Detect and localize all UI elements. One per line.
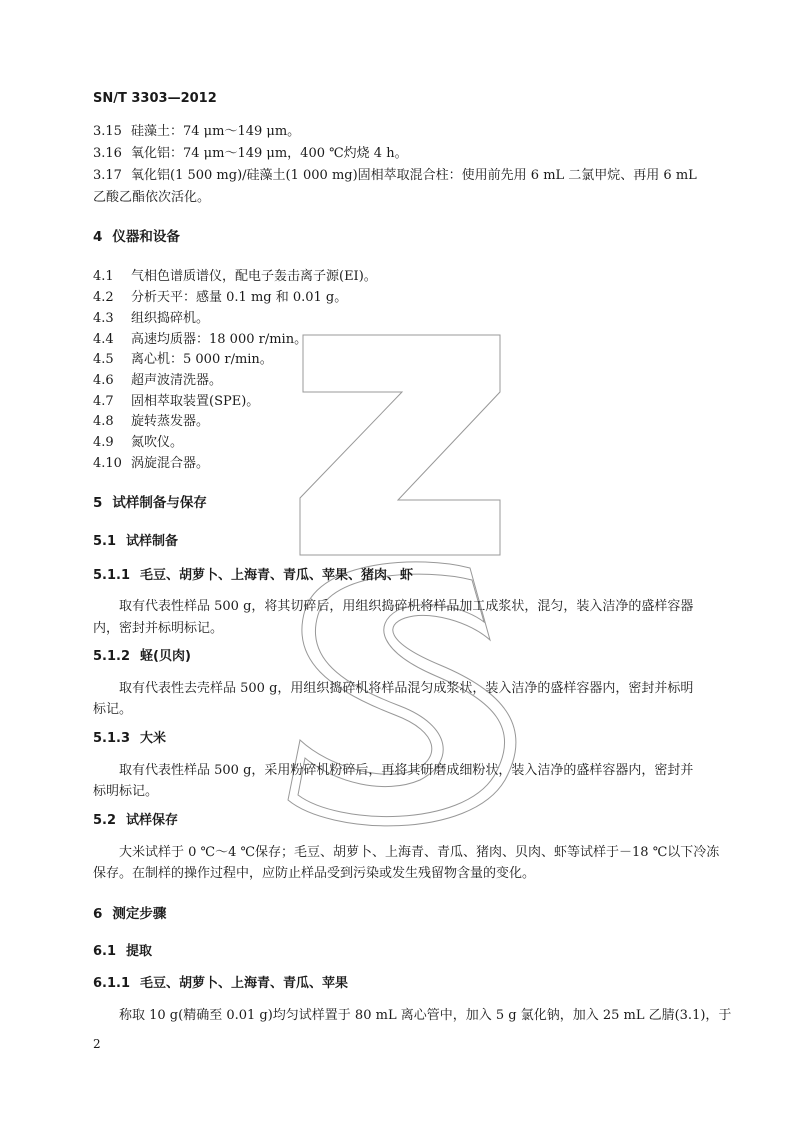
subsection-number: 5.1.2 <box>93 649 131 664</box>
subsection-title: 试样制备 <box>126 534 179 549</box>
paragraph-line: 称取 10 g(精确至 0.01 g)均匀试样置于 80 mL 离心管中，加入 5 g 氯化钠，加入 25 mL 乙腈(3.1)，于 <box>119 1008 732 1023</box>
subsection-number: 5.1.1 <box>93 568 131 583</box>
item-number: 3.16 <box>93 146 122 161</box>
list-item <box>93 145 408 163</box>
subsection-heading <box>93 730 166 748</box>
item-number: 4.1 <box>93 269 114 284</box>
item-text: 固相萃取装置(SPE)。 <box>131 394 260 409</box>
item-number: 3.17 <box>93 168 122 183</box>
item-text: 超声波清洗器。 <box>131 373 223 388</box>
item-text: 分析天平：感量 0.1 mg 和 0.01 g。 <box>131 290 348 305</box>
paragraph-line: 内，密封并标明标记。 <box>93 621 224 636</box>
subsection-title: 毛豆、胡萝卜、上海青、青瓜、苹果 <box>140 976 349 991</box>
subsection-title: 蛏(贝肉) <box>140 649 191 664</box>
list-item <box>93 310 209 328</box>
list-item <box>93 289 347 307</box>
subsection-heading <box>93 567 413 585</box>
paragraph-line: 取有代表性样品 500 g，采用粉碎机粉碎后，再将其研磨成细粉状，装入洁净的盛样容器内，密封并 <box>119 763 694 778</box>
section-title: 测定步骤 <box>112 906 167 922</box>
list-item <box>93 413 209 431</box>
item-number: 4.3 <box>93 311 114 326</box>
section-title: 试样制备与保存 <box>112 495 207 511</box>
paragraph-line: 取有代表性样品 500 g，将其切碎后，用组织捣碎机将样品加工成浆状，混匀，装入洁净的盛样容器 <box>119 599 694 614</box>
item-number: 4.7 <box>93 394 114 409</box>
item-number: 4.10 <box>93 456 122 471</box>
item-number: 4.6 <box>93 373 114 388</box>
subsection-title: 试样保存 <box>126 813 179 828</box>
paragraph-line: 标记。 <box>93 702 133 717</box>
item-text: 气相色谱质谱仪，配电子轰击离子源(EI)。 <box>131 269 377 284</box>
item-text: 高速均质器：18 000 r/min。 <box>131 332 308 347</box>
item-number: 4.2 <box>93 290 114 305</box>
list-item <box>93 123 300 141</box>
subsection-heading <box>93 943 152 961</box>
item-number: 4.5 <box>93 352 114 367</box>
subsection-heading <box>93 975 348 993</box>
item-text-continued: 乙酸乙酯依次活化。 <box>93 190 211 205</box>
subsection-number: 6.1 <box>93 944 117 959</box>
section-number: 6 <box>93 906 103 922</box>
subsection-heading <box>93 648 191 666</box>
paragraph-line: 保存。在制样的操作过程中，应防止样品受到污染或发生残留物含量的变化。 <box>93 866 536 881</box>
subsection-heading <box>93 533 178 551</box>
item-text: 组织捣碎机。 <box>131 311 210 326</box>
doc-code: SN/T 3303—2012 <box>93 91 217 106</box>
list-item <box>93 268 377 286</box>
list-item <box>93 455 209 473</box>
item-number: 4.9 <box>93 435 114 450</box>
subsection-number: 6.1.1 <box>93 976 131 991</box>
subsection-title: 提取 <box>126 944 153 959</box>
item-text: 氧化铝(1 500 mg)/硅藻土(1 000 mg)固相萃取混合柱：使用前先用 6 mL 二氯甲烷、再用 6 mL <box>131 168 697 183</box>
item-text: 氧化铝：74 μm～149 μm，400 ℃灼烧 4 h。 <box>131 146 408 161</box>
paragraph-line: 取有代表性去壳样品 500 g，用组织捣碎机将样品混匀成浆状，装入洁净的盛样容器内，密封并标明 <box>119 681 694 696</box>
item-text: 硅藻土：74 μm～149 μm。 <box>131 124 301 139</box>
list-item <box>93 372 222 390</box>
item-text: 涡旋混合器。 <box>131 456 210 471</box>
item-number: 3.15 <box>93 124 122 139</box>
list-item <box>93 393 259 411</box>
item-text: 旋转蒸发器。 <box>131 414 210 429</box>
list-item <box>93 331 307 349</box>
subsection-title: 大米 <box>140 731 167 746</box>
list-item <box>93 434 183 452</box>
subsection-number: 5.1.3 <box>93 731 131 746</box>
paragraph-line: 标明标记。 <box>93 784 159 799</box>
subsection-title: 毛豆、胡萝卜、上海青、青瓜、苹果、猪肉、虾 <box>140 568 414 583</box>
section-number: 5 <box>93 495 103 511</box>
section-heading <box>93 494 207 512</box>
subsection-number: 5.2 <box>93 813 117 828</box>
section-number: 4 <box>93 229 103 245</box>
list-item <box>93 167 697 185</box>
item-number: 4.4 <box>93 332 114 347</box>
subsection-number: 5.1 <box>93 534 117 549</box>
section-title: 仪器和设备 <box>112 229 180 245</box>
section-heading <box>93 228 180 246</box>
list-item <box>93 351 273 369</box>
item-text: 离心机：5 000 r/min。 <box>131 352 273 367</box>
paragraph-line: 大米试样于 0 ℃～4 ℃保存；毛豆、胡萝卜、上海青、青瓜、猪肉、贝肉、虾等试样于－18 ℃以下冷冻 <box>119 845 720 860</box>
subsection-heading <box>93 812 178 830</box>
page-number: 2 <box>93 1037 101 1051</box>
item-text: 氮吹仪。 <box>131 435 184 450</box>
section-heading <box>93 905 166 923</box>
item-number: 4.8 <box>93 414 114 429</box>
